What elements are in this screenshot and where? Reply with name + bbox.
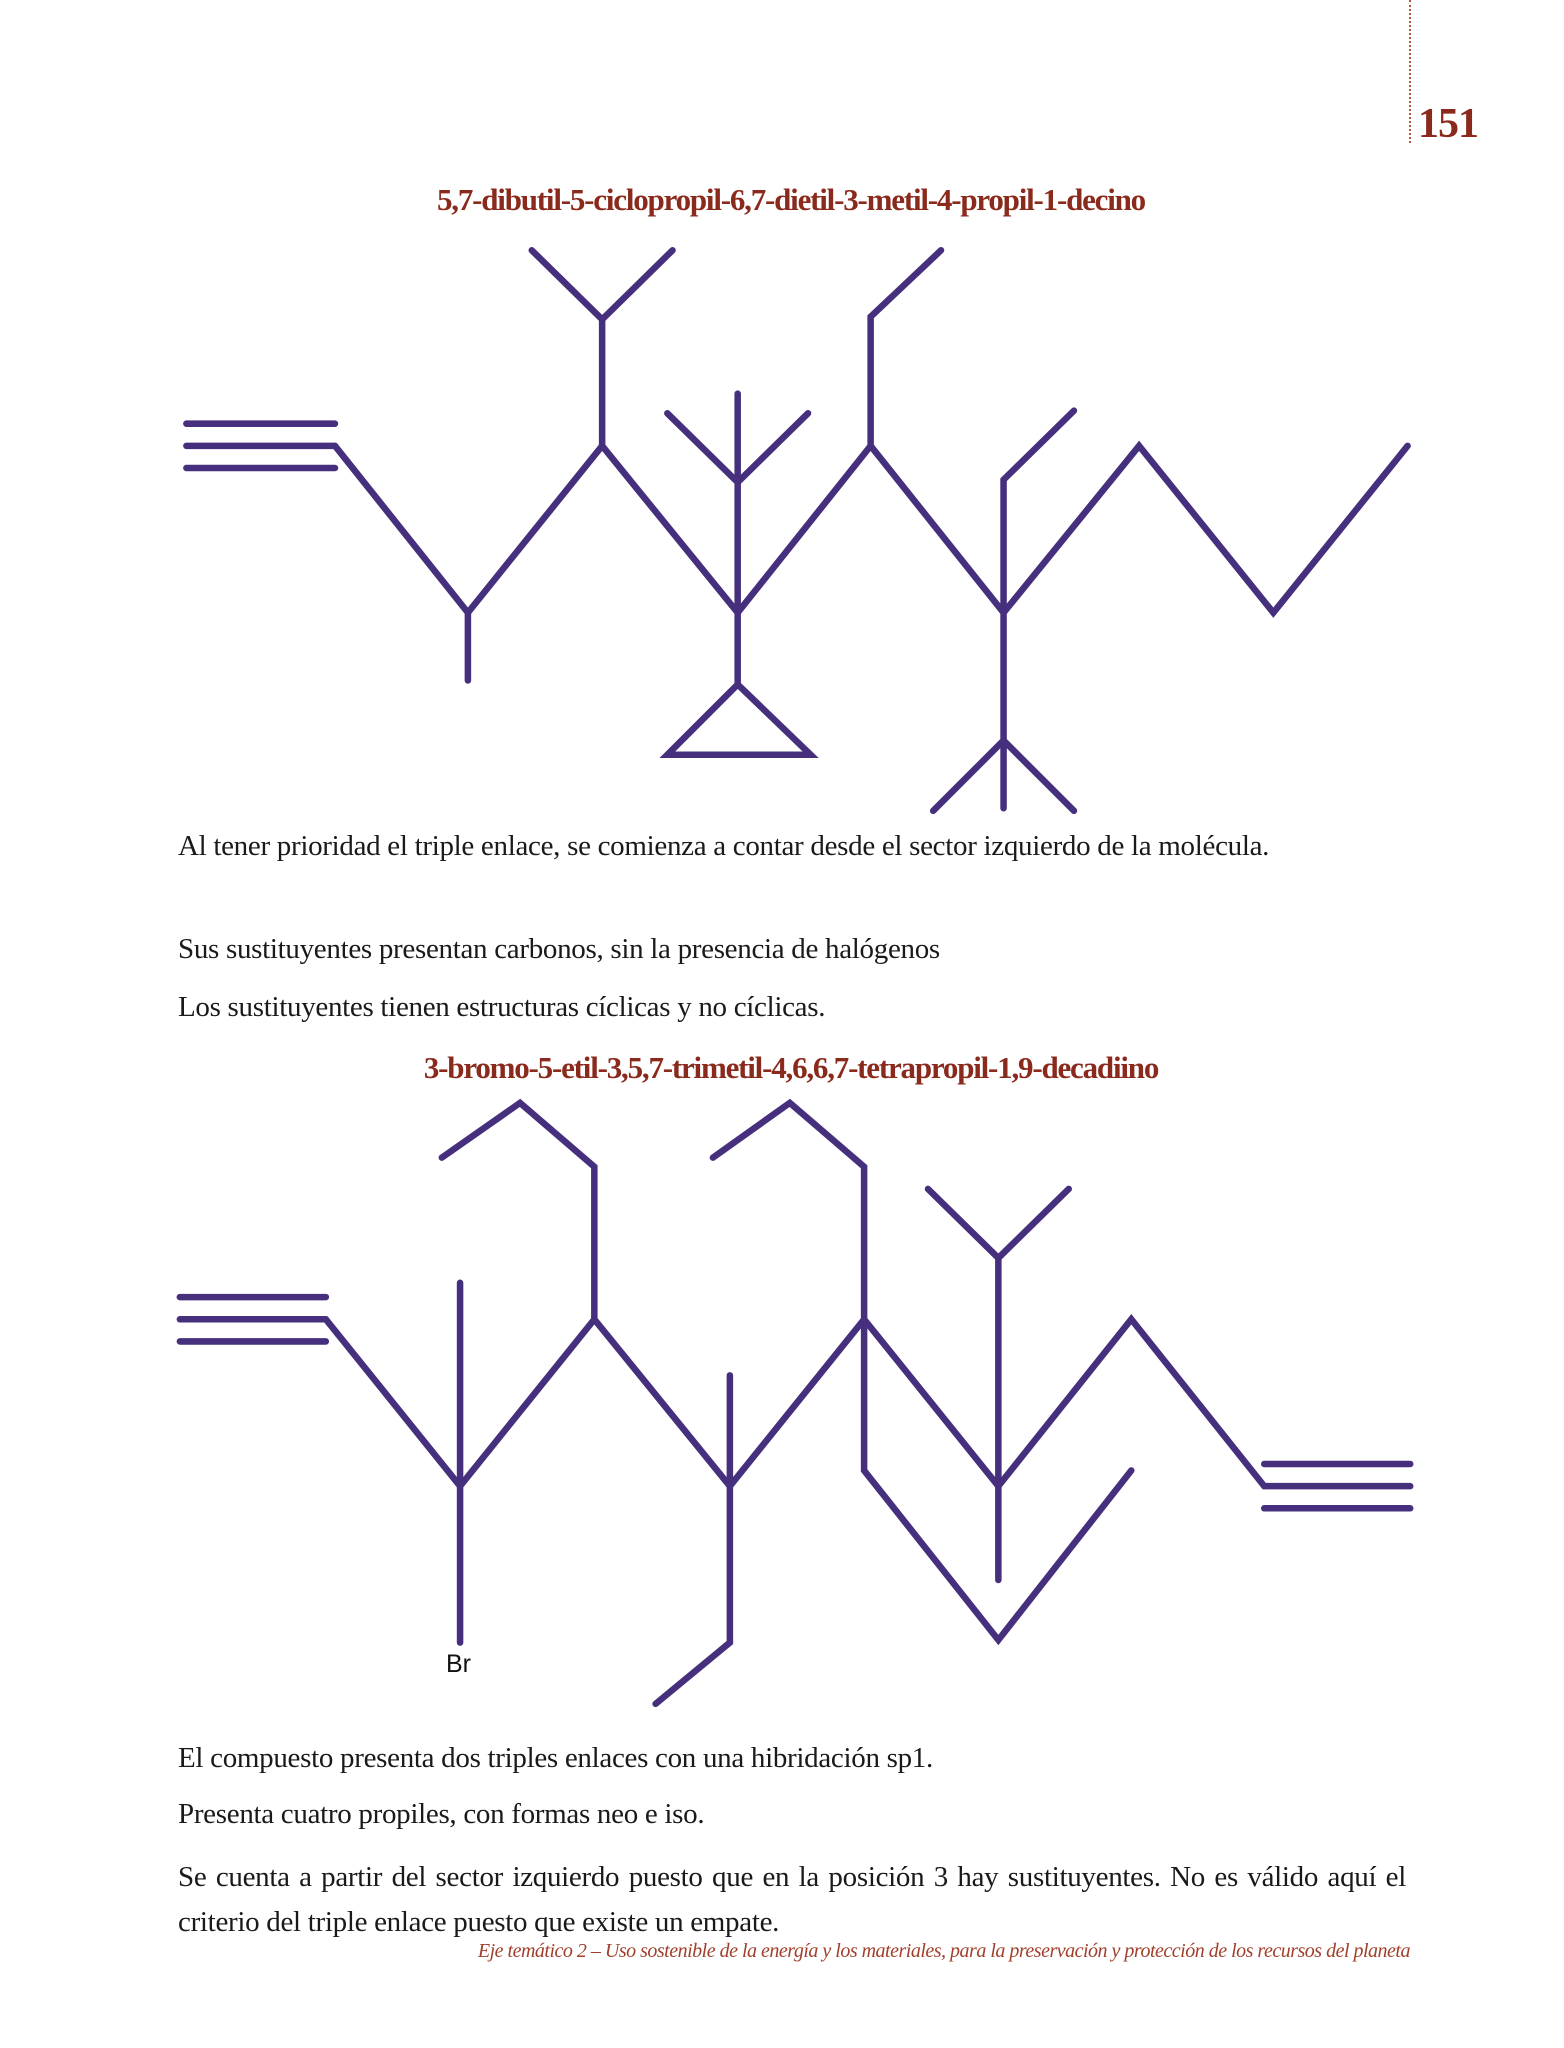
compound-1-name: 5,7-dibutil-5-ciclopropil-6,7-dietil-3-metil-4-propil-1-decino (436, 182, 1145, 217)
triple-bond-right (1264, 1464, 1410, 1508)
paragraph: Se cuenta a partir del sector izquierdo puesto que en la posición 3 hay sustituyentes. No es válido aquí el criterio del triple enlace puesto que existe un empate. (178, 1861, 1406, 1938)
bromine-atom-label: Br (446, 1650, 471, 1678)
molecule-2-skeletal-structure (180, 1103, 1410, 1704)
ethyl-methyl-branch (656, 1375, 730, 1704)
page-number: 151 (1418, 101, 1478, 147)
paragraph: Al tener prioridad el triple enlace, se comienza a contar desde el sector izquierdo de la molécula. (178, 830, 1270, 862)
paragraph: Sus sustituyentes presentan carbonos, sin la presencia de halógenos (178, 933, 940, 965)
paragraph: El compuesto presenta dos triples enlaces con una hibridación sp1. (178, 1742, 933, 1774)
paragraph: Presenta cuatro propiles, con formas neo e iso. (178, 1798, 705, 1830)
compound-2-name: 3-bromo-5-etil-3,5,7-trimetil-4,6,6,7-tetrapropil-1,9-decadiino (423, 1050, 1159, 1085)
ethyl-branch-2 (1004, 411, 1074, 613)
isopropyl-branch (532, 250, 602, 446)
propyl-branch-2 (713, 1103, 864, 1319)
molecule-1-skeletal-structure (186, 250, 1407, 811)
main-chain (335, 446, 1408, 613)
paragraph: Los sustituyentes tienen estructuras cíclicas y no cíclicas. (178, 991, 826, 1023)
triple-bond-1 (186, 424, 335, 468)
cyclopropyl-ring (667, 684, 810, 754)
triple-bond-left (180, 1297, 326, 1341)
main-chain-2 (326, 1319, 1264, 1486)
running-footer: Eje temático 2 – Uso sostenible de la energía y los materiales, para la preservación y protección de los recursos del planeta (477, 1940, 1410, 1962)
ethyl-branch (871, 250, 941, 446)
propyl-branch (442, 1103, 594, 1319)
